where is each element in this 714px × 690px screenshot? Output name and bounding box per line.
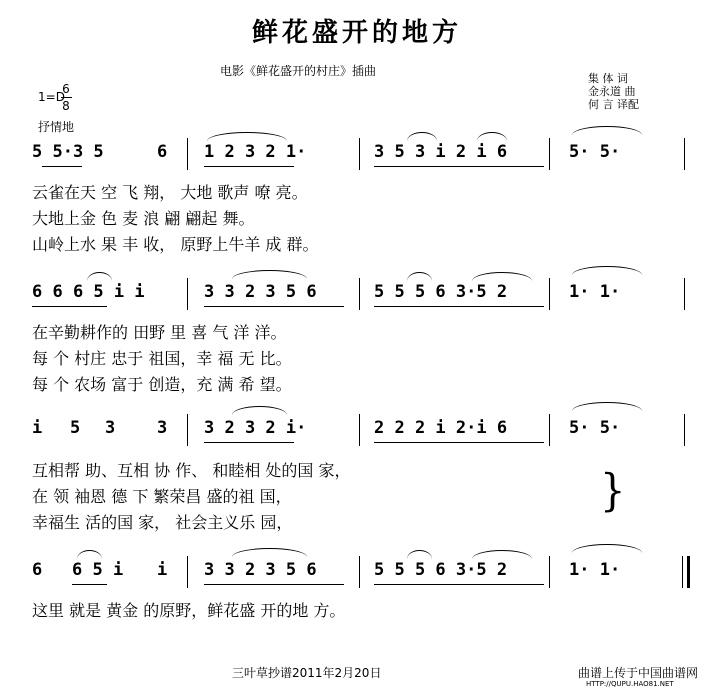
bar-line xyxy=(359,414,360,446)
tempo-marking: 抒情地 xyxy=(38,120,75,134)
lyric-line: 每 个 村庄 忠于 祖国，幸 福 无 比。 xyxy=(32,349,292,368)
underline xyxy=(374,166,544,167)
slur xyxy=(407,550,432,559)
bar-line xyxy=(684,138,685,170)
notes-segment: 5 xyxy=(70,418,81,438)
notes-segment: 3 3 2 3 5 6 xyxy=(204,282,317,302)
notes-segment: 3 xyxy=(105,418,116,438)
lyric-line: 互相帮 助、互相 协 作、 和睦相 处的国 家， xyxy=(32,461,351,480)
notes-segment: 5· 5· xyxy=(569,142,621,162)
lyric-line: 云雀在天 空 飞 翔， 大地 歌声 嘹 亮。 xyxy=(32,183,308,202)
underline xyxy=(204,584,344,585)
notes-segment: 1· 1· xyxy=(569,560,621,580)
underline xyxy=(374,442,544,443)
credit-composer: 金永道 曲 xyxy=(588,85,636,98)
slur xyxy=(207,132,287,141)
transcriber-note: 三叶草抄谱2011年2月20日 xyxy=(232,666,382,680)
slur xyxy=(572,266,642,275)
underline xyxy=(374,584,544,585)
notes-segment: i xyxy=(32,418,43,438)
bar-line xyxy=(187,278,188,310)
time-signature-line xyxy=(61,97,72,98)
notes-segment: 6 5 i xyxy=(72,560,124,580)
slur xyxy=(407,132,437,141)
lyric-line: 在辛勤耕作的 田野 里 喜 气 洋 洋。 xyxy=(32,323,287,342)
notes-segment: 3 2 3 2 i· xyxy=(204,418,307,438)
lyric-line: 大地上金 色 麦 浪 翩 翩起 舞。 xyxy=(32,209,255,228)
slur xyxy=(472,550,532,559)
lyric-line: 山岭上水 果 丰 收， 原野上牛羊 成 群。 xyxy=(32,235,319,254)
notes-segment: 6 xyxy=(32,560,43,580)
underline xyxy=(42,166,82,167)
credit-lyricist: 集 体 词 xyxy=(588,72,628,85)
bar-line xyxy=(187,414,188,446)
verse-brace: } xyxy=(600,465,626,517)
final-bar-line xyxy=(682,556,683,588)
source-url[interactable]: HTTP://QUPU.HAO81.NET xyxy=(586,680,674,688)
notation-line-4 xyxy=(32,556,692,586)
slur xyxy=(77,550,102,559)
underline xyxy=(204,166,294,167)
final-bar-line-thick xyxy=(687,556,690,588)
underline xyxy=(374,306,544,307)
notes-segment: 6 xyxy=(157,142,168,162)
notes-segment: 3 xyxy=(157,418,168,438)
notes-segment: 1· 1· xyxy=(569,282,621,302)
notation-line-3 xyxy=(32,414,692,444)
underline xyxy=(32,306,107,307)
notes-segment: 1 2 3 2 1· xyxy=(204,142,307,162)
slur xyxy=(477,132,507,141)
notes-segment: 5 5 5 6 3·5 2 xyxy=(374,560,508,580)
time-signature-top: 6 xyxy=(62,82,70,96)
lyric-line: 在 领 袖恩 德 下 繁荣昌 盛的祖 国， xyxy=(32,487,292,506)
source-site: 曲谱上传于中国曲谱网 xyxy=(578,666,699,680)
notes-segment: 5 5·3 5 xyxy=(32,142,104,162)
bar-line xyxy=(359,278,360,310)
notes-segment: 2 2 2 i 2·i 6 xyxy=(374,418,508,438)
slur xyxy=(572,126,642,135)
song-subtitle: 电影《鲜花盛开的村庄》插曲 xyxy=(220,64,377,78)
notes-segment: 5· 5· xyxy=(569,418,621,438)
underline xyxy=(72,584,107,585)
notation-line-1 xyxy=(32,138,692,168)
notation-line-2 xyxy=(32,278,692,308)
notes-segment: 3 5 3 i 2 i 6 xyxy=(374,142,508,162)
notes-segment: 5 5 5 6 3·5 2 xyxy=(374,282,508,302)
credit-translator: 何 言 译配 xyxy=(588,98,639,111)
bar-line xyxy=(549,414,550,446)
lyric-line: 每 个 农场 富于 创造，充 满 希 望。 xyxy=(32,375,292,394)
notes-segment: i xyxy=(157,560,168,580)
bar-line xyxy=(549,556,550,588)
bar-line xyxy=(549,138,550,170)
bar-line xyxy=(359,556,360,588)
notes-segment: 3 3 2 3 5 6 xyxy=(204,560,317,580)
bar-line xyxy=(187,556,188,588)
lyric-line: 这里 就是 黄金 的原野，鲜花盛 开的地 方。 xyxy=(32,601,346,620)
underline xyxy=(204,306,344,307)
bar-line xyxy=(187,138,188,170)
underline xyxy=(204,442,294,443)
slur xyxy=(232,406,287,415)
bar-line xyxy=(684,278,685,310)
bar-line xyxy=(549,278,550,310)
slur xyxy=(572,544,642,553)
slur xyxy=(232,270,307,279)
song-title: 鲜花盛开的地方 xyxy=(251,18,462,48)
bar-line xyxy=(359,138,360,170)
bar-line xyxy=(684,414,685,446)
notes-segment: 6 6 6 5 i i xyxy=(32,282,145,302)
lyric-line: 幸福生 活的国 家， 社会主义乐 园， xyxy=(32,513,293,532)
time-signature-bottom: 8 xyxy=(62,99,70,113)
slur xyxy=(87,272,112,281)
slur xyxy=(572,402,642,411)
slur xyxy=(232,548,307,557)
key-signature: 1=D xyxy=(38,90,65,104)
slur xyxy=(472,272,532,281)
slur xyxy=(407,272,432,281)
